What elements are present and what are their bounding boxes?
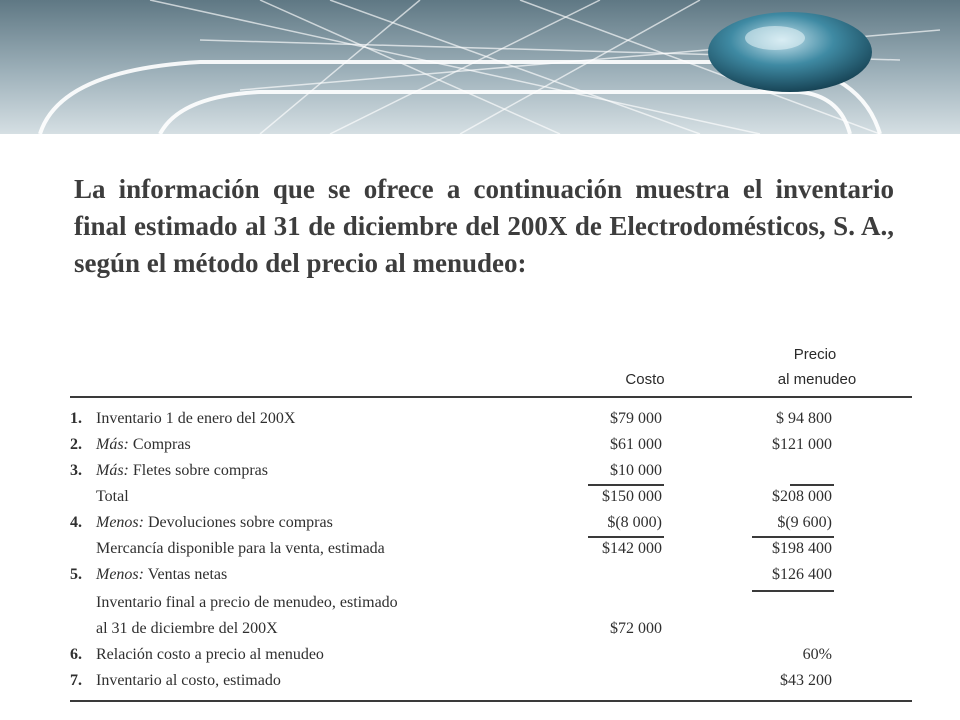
row-number: 1. — [70, 410, 82, 427]
table-row — [70, 566, 912, 592]
row-cost: $(8 000) — [607, 514, 662, 531]
table-bottom-rule — [70, 700, 912, 702]
row-number: 6. — [70, 646, 82, 663]
table-row — [70, 646, 912, 672]
row-retail: $126 400 — [772, 566, 832, 583]
row-cost: $142 000 — [602, 540, 662, 557]
table-row — [70, 462, 912, 488]
row-retail: $43 200 — [780, 672, 832, 689]
row-description: Más: Compras — [96, 436, 191, 453]
row-number: 4. — [70, 514, 82, 531]
intro-paragraph: La información que se ofrece a continuación muestra el inventario final estimado al 31 de diciembre del 200X de Electrodomésticos, S. A., según el método del precio al menudeo: — [74, 174, 894, 278]
row-number: 5. — [70, 566, 82, 583]
row-description: Inventario final a precio de menudeo, estimado — [96, 594, 398, 611]
subtotal-underline — [752, 590, 834, 592]
row-cost: $72 000 — [610, 620, 662, 637]
row-description: Mercancía disponible para la venta, estimada — [96, 540, 385, 557]
row-retail: 60% — [802, 646, 832, 663]
table-row — [70, 488, 912, 514]
header-retail-line1: Precio — [793, 346, 837, 363]
subtotal-underline — [588, 484, 664, 486]
header-cost: Costo — [625, 371, 665, 388]
subtotal-underline — [752, 536, 834, 538]
row-retail: $(9 600) — [777, 514, 832, 531]
row-description: Inventario al costo, estimado — [96, 672, 281, 689]
row-retail: $198 400 — [772, 540, 832, 557]
subtotal-underline — [588, 536, 664, 538]
row-description: Inventario 1 de enero del 200X — [96, 410, 296, 427]
table-row — [70, 672, 912, 698]
row-number: 3. — [70, 462, 82, 479]
row-number: 2. — [70, 436, 82, 453]
header-retail-line2: al menudeo — [777, 371, 857, 388]
row-description: Relación costo a precio al menudeo — [96, 646, 324, 663]
row-number: 7. — [70, 672, 82, 689]
retail-inventory-table — [70, 340, 912, 710]
subtotal-underline — [790, 484, 834, 486]
globe-icon — [708, 12, 872, 92]
table-row — [70, 620, 912, 646]
row-description: Más: Fletes sobre compras — [96, 462, 268, 479]
row-cost: $61 000 — [610, 436, 662, 453]
table-top-rule — [70, 396, 912, 398]
row-retail: $121 000 — [772, 436, 832, 453]
row-cost: $150 000 — [602, 488, 662, 505]
row-description: Menos: Ventas netas — [96, 566, 228, 583]
row-description: Total — [96, 488, 129, 505]
row-retail: $208 000 — [772, 488, 832, 505]
table-row — [70, 594, 912, 620]
row-cost: $79 000 — [610, 410, 662, 427]
table-row — [70, 436, 912, 462]
row-retail: $ 94 800 — [776, 410, 832, 427]
table-row — [70, 410, 912, 436]
row-description: al 31 de diciembre del 200X — [96, 620, 278, 637]
row-cost: $10 000 — [610, 462, 662, 479]
row-description: Menos: Devoluciones sobre compras — [96, 514, 333, 531]
header-banner — [0, 0, 960, 134]
table-row — [70, 540, 912, 566]
